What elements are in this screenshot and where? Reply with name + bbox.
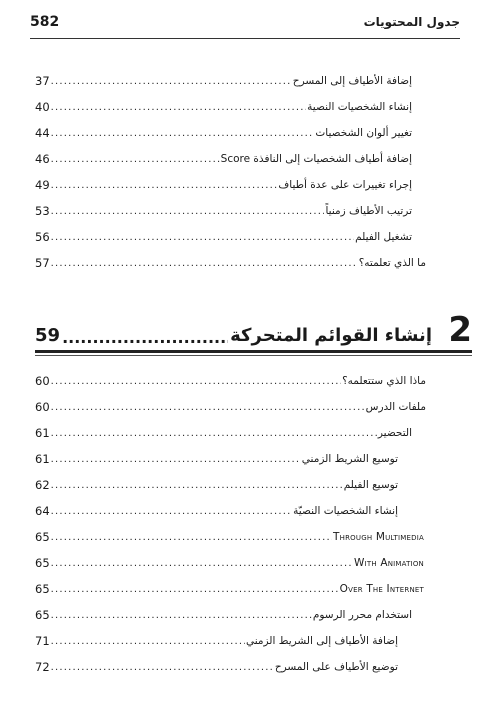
- toc-entry-title: تشغيل الفيلم: [355, 231, 412, 243]
- chapter-rule-thick: [35, 350, 472, 353]
- toc-entry[interactable]: [35, 554, 424, 570]
- toc-entry-page: 65: [35, 556, 50, 570]
- dot-leader: [51, 206, 325, 218]
- toc-entry[interactable]: [35, 424, 412, 440]
- toc-entry-title: ملفات الدرس: [365, 401, 426, 413]
- toc-entry-page: 61: [35, 452, 50, 466]
- toc-entry[interactable]: [35, 254, 426, 270]
- page-number: 582: [30, 14, 60, 30]
- toc-entry-title: إضافة الأطياف إلى الشريط الزمني: [245, 635, 398, 647]
- toc-entry[interactable]: [35, 98, 412, 114]
- dot-leader: [51, 232, 354, 244]
- dot-leader: [51, 154, 220, 166]
- toc-entry-title: توسيع الفيلم: [343, 479, 398, 491]
- chapter-title: إنشاء القوائم المتحركة: [230, 325, 432, 346]
- toc-entry-title: With Animation: [354, 557, 424, 569]
- toc-entry-title: Through Multimedia: [333, 531, 424, 543]
- dot-leader: [51, 480, 343, 492]
- chapter-rule-thin: [35, 355, 472, 356]
- toc-entry[interactable]: [35, 450, 398, 466]
- toc-entry-title: توسيع الشريط الزمني: [301, 453, 398, 465]
- dot-leader: [51, 454, 301, 466]
- dot-leader: [51, 584, 339, 596]
- toc-entry-title: إنشاء الشخصيات النصية: [307, 101, 412, 113]
- dot-leader: [51, 636, 245, 648]
- toc-entry[interactable]: [35, 72, 412, 88]
- dot-leader: [51, 610, 312, 622]
- toc-entry-title: Over The Internet: [339, 583, 424, 595]
- chapter-title-row: [35, 322, 432, 348]
- toc-entry-page: 60: [35, 374, 50, 388]
- dot-leader: [51, 662, 274, 674]
- toc-entry-page: 53: [35, 204, 50, 218]
- toc-entry[interactable]: [35, 228, 412, 244]
- dot-leader: [51, 558, 353, 570]
- dot-leader: [62, 328, 228, 348]
- dot-leader: [51, 180, 278, 192]
- toc-entry[interactable]: [35, 372, 426, 388]
- toc-entry-page: 46: [35, 152, 50, 166]
- dot-leader: [51, 258, 358, 270]
- toc-entry-page: 72: [35, 660, 50, 674]
- toc-entry-page: 65: [35, 582, 50, 596]
- toc-entry[interactable]: [35, 202, 412, 218]
- toc-entry-title: ماذا الذي ستتعلمه؟: [342, 375, 426, 387]
- toc-entry-page: 65: [35, 530, 50, 544]
- dot-leader: [51, 76, 292, 88]
- dot-leader: [51, 532, 332, 544]
- toc-entry-page: 61: [35, 426, 50, 440]
- toc-entry-page: 71: [35, 634, 50, 648]
- toc-entry[interactable]: [35, 124, 412, 140]
- header-rule: [30, 38, 460, 39]
- dot-leader: [51, 102, 307, 114]
- toc-entry-title: استخدام محرر الرسوم: [312, 609, 412, 621]
- dot-leader: [51, 428, 377, 440]
- toc-entry[interactable]: [35, 658, 398, 674]
- toc-entry-page: 64: [35, 504, 50, 518]
- toc-entry[interactable]: [35, 398, 426, 414]
- toc-entry[interactable]: [35, 150, 412, 166]
- toc-entry-title: ترتيب الأطياف زمنياً: [325, 205, 412, 217]
- toc-entry-page: 62: [35, 478, 50, 492]
- dot-leader: [51, 128, 315, 140]
- dot-leader: [51, 506, 293, 518]
- toc-entry-title: إضافة أطياف الشخصيات إلى النافذة Score: [220, 153, 412, 165]
- toc-entry[interactable]: [35, 606, 412, 622]
- toc-entry-page: 37: [35, 74, 50, 88]
- toc-entry[interactable]: [35, 476, 398, 492]
- toc-entry[interactable]: [35, 176, 412, 192]
- toc-entry-title: ما الذي تعلمته؟: [358, 257, 426, 269]
- dot-leader: [51, 376, 341, 388]
- toc-entry-page: 56: [35, 230, 50, 244]
- chapter-heading[interactable]: [35, 312, 472, 354]
- toc-entry-page: 57: [35, 256, 50, 270]
- toc-entry-title: التحضير: [377, 427, 412, 439]
- toc-entry[interactable]: [35, 502, 398, 518]
- running-title: جدول المحتويات: [363, 15, 460, 29]
- toc-entry-title: إضافة الأطياف إلى المسرح: [292, 75, 412, 87]
- toc-entry-page: 49: [35, 178, 50, 192]
- toc-entry[interactable]: [35, 580, 424, 596]
- toc-entry[interactable]: [35, 528, 424, 544]
- toc-entry-title: توضيع الأطياف على المسرح: [274, 661, 398, 673]
- running-header: [30, 14, 460, 38]
- toc-entry-title: تغيير ألوان الشخصيات: [315, 127, 412, 139]
- chapter-page: 59: [35, 325, 61, 346]
- chapter-number: 2: [448, 310, 472, 350]
- toc-entry-page: 44: [35, 126, 50, 140]
- toc-entry-title: إنشاء الشخصيات النصيّة: [293, 505, 398, 517]
- toc-entry-page: 60: [35, 400, 50, 414]
- toc-entry-page: 40: [35, 100, 50, 114]
- dot-leader: [51, 402, 365, 414]
- toc-entry-title: إجراء تغييرات على عدة أطياف: [278, 179, 412, 191]
- toc-entry-page: 65: [35, 608, 50, 622]
- toc-entry[interactable]: [35, 632, 398, 648]
